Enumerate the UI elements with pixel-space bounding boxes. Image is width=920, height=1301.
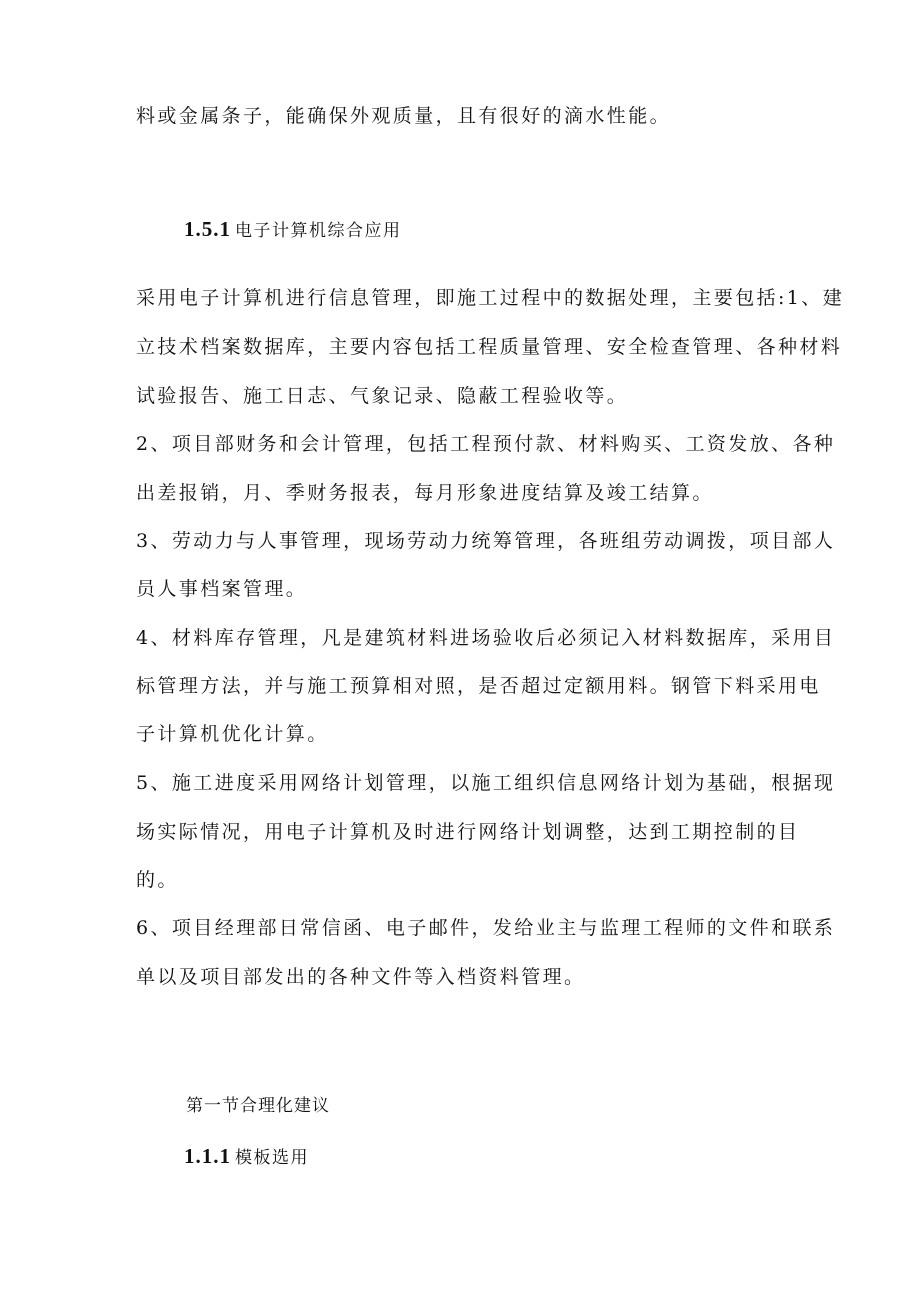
heading-number: 1.1.1	[184, 1144, 231, 1168]
text-line: 单以及项目部发出的各种文件等入档资料管理。	[136, 966, 586, 988]
text-line: 场实际情况，用电子计算机及时进行网络计划调整，达到工期控制的目	[136, 821, 800, 843]
section-heading-1-5-1	[184, 216, 402, 244]
text-line: 出差报销，月、季财务报表，每月形象进度结算及竣工结算。	[136, 482, 714, 504]
text-line: 立技术档案数据库，主要内容包括工程质量管理、安全检查管理、各种材料	[136, 336, 843, 358]
text-line: 料或金属条子，能确保外观质量，且有很好的滴水性能。	[136, 105, 672, 127]
text-line: 标管理方法，并与施工预算相对照，是否超过定额用料。钢管下料采用电	[136, 675, 821, 697]
section-title: 第一节合理化建议	[186, 1096, 330, 1116]
heading-title: 电子计算机综合应用	[235, 221, 402, 241]
text-line: 子计算机优化计算。	[136, 723, 329, 745]
text-line: 员人事档案管理。	[136, 578, 308, 600]
text-line: 采用电子计算机进行信息管理，即施工过程中的数据处理，主要包括:1、建	[136, 287, 845, 309]
heading-title: 模板选用	[235, 1148, 309, 1168]
text-line: 6、项目经理部日常信函、电子邮件，发给业主与监理工程师的文件和联系	[136, 917, 836, 939]
heading-number: 1.5.1	[184, 217, 231, 241]
text-line: 3、劳动力与人事管理，现场劳动力统筹管理，各班组劳动调拨，项目部人	[136, 530, 836, 552]
section-heading-1-1-1	[184, 1143, 309, 1171]
text-line: 4、材料库存管理，凡是建筑材料进场验收后必须记入材料数据库，采用目	[136, 627, 836, 649]
text-line: 2、项目部财务和会计管理，包括工程预付款、材料购买、工资发放、各种	[136, 433, 836, 455]
text-line: 5、施工进度采用网络计划管理，以施工组织信息网络计划为基础，根据现	[136, 772, 836, 794]
text-line: 的。	[136, 869, 179, 891]
text-line: 试验报告、施工日志、气象记录、隐蔽工程验收等。	[136, 385, 629, 407]
